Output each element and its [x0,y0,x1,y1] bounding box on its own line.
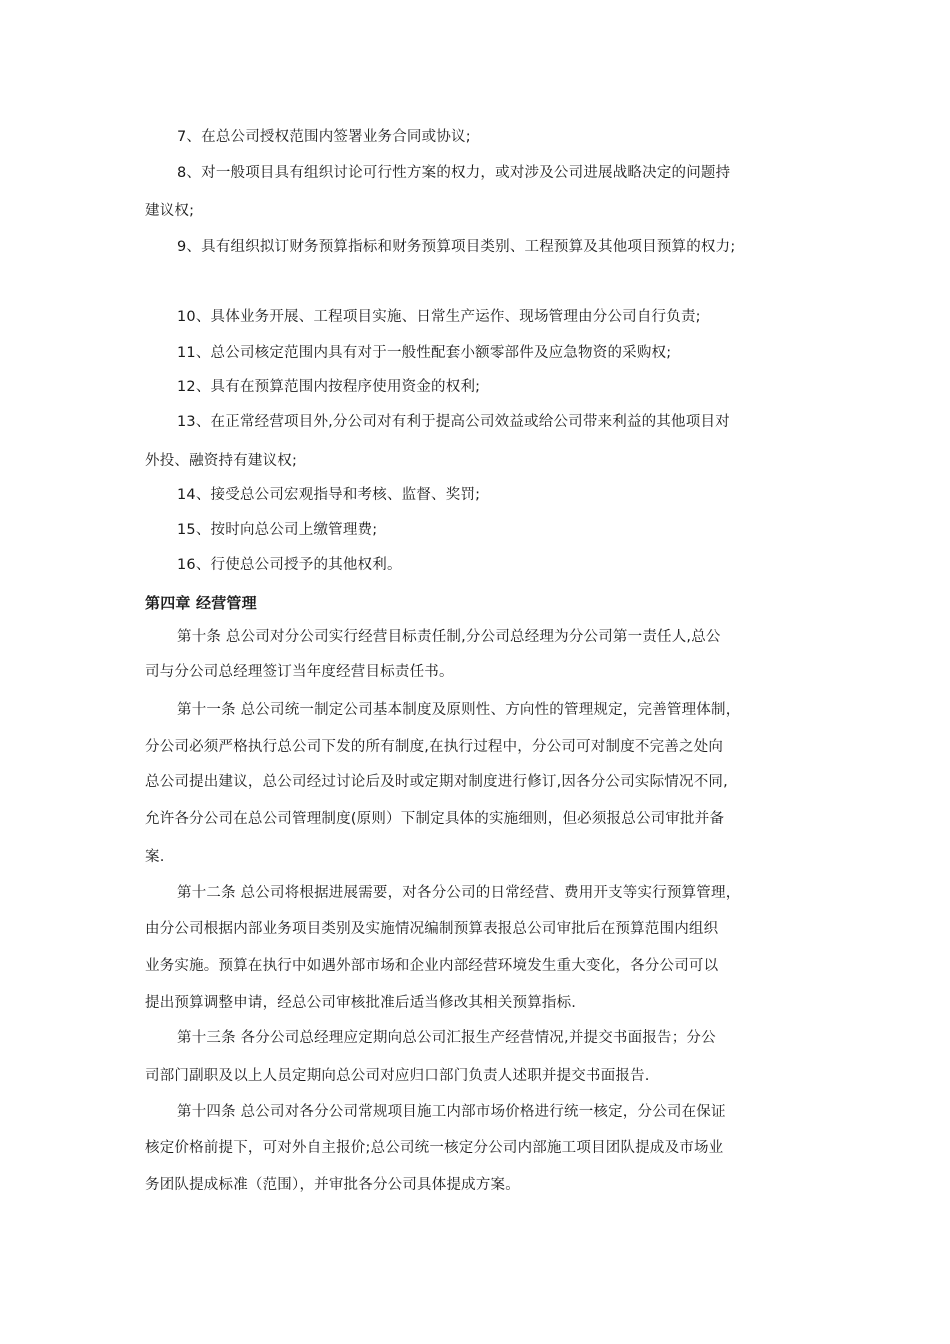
article-13-continued: 司部门副职及以上人员定期向总公司对应归口部门负责人述职并提交书面报告. [145,1068,650,1084]
article-12-line-2: 由分公司根据内部业务项目类别及实施情况编制预算表报总公司审批后在预算范围内组织 [145,921,719,937]
clause-7: 7、在总公司授权范围内签署业务合同或协议; [177,129,471,145]
article-14-line-3: 务团队提成标准（范围），并审批各分公司具体提成方案。 [145,1177,520,1193]
article-11-line-3: 总公司提出建议，总公司经过讨论后及时或定期对制度进行修订,因各分公司实际情况不同, [145,774,728,790]
article-10-continued: 司与分公司总经理签订当年度经营目标责任书。 [145,664,454,680]
clause-13-continued: 外投、融资持有建议权; [145,453,298,469]
article-12: 第十二条 总公司将根据进展需要，对各分公司的日常经营、费用开支等实行预算管理， [177,885,741,901]
clause-13: 13、在正常经营项目外,分公司对有利于提高公司效益或给公司带来利益的其他项目对 [177,414,730,430]
article-11: 第十一条 总公司统一制定公司基本制度及原则性、方向性的管理规定，完善管理体制， [177,702,741,718]
clause-12: 12、具有在预算范围内按程序使用资金的权利; [177,379,481,395]
article-11-line-2: 分公司必须严格执行总公司下发的所有制度,在执行过程中，分公司可对制度不完善之处向 [145,739,724,755]
article-12-line-4: 提出预算调整申请，经总公司审核批准后适当修改其相关预算指标. [145,995,577,1011]
article-10: 第十条 总公司对分公司实行经营目标责任制,分公司总经理为分公司第一责任人,总公 [177,629,721,645]
article-13: 第十三条 各分公司总经理应定期向总公司汇报生产经营情况,并提交书面报告；分公 [177,1030,716,1046]
clause-16: 16、行使总公司授予的其他权利。 [177,557,402,573]
article-14: 第十四条 总公司对各分公司常规项目施工内部市场价格进行统一核定，分公司在保证 [177,1104,726,1120]
chapter-heading: 第四章 经营管理 [145,594,257,612]
article-14-line-2: 核定价格前提下，可对外自主报价;总公司统一核定分公司内部施工项目团队提成及市场业 [145,1140,724,1156]
clause-14: 14、接受总公司宏观指导和考核、监督、奖罚; [177,487,481,503]
clause-9: 9、具有组织拟订财务预算指标和财务预算项目类别、工程预算及其他项目预算的权力; [177,239,736,255]
clause-11: 11、总公司核定范围内具有对于一般性配套小额零部件及应急物资的采购权; [177,345,672,361]
clause-8: 8、对一般项目具有组织讨论可行性方案的权力，或对涉及公司进展战略决定的问题持 [177,165,731,181]
article-11-line-5: 案. [145,849,165,865]
clause-10: 10、具体业务开展、工程项目实施、日常生产运作、现场管理由分公司自行负责; [177,309,701,325]
clause-8-continued: 建议权; [145,203,195,219]
clause-15: 15、按时向总公司上缴管理费; [177,522,378,538]
article-11-line-4: 允许各分公司在总公司管理制度(原则）下制定具体的实施细则，但必须报总公司审批并备 [145,811,725,827]
article-12-line-3: 业务实施。预算在执行中如遇外部市场和企业内部经营环境发生重大变化，各分公司可以 [145,958,719,974]
